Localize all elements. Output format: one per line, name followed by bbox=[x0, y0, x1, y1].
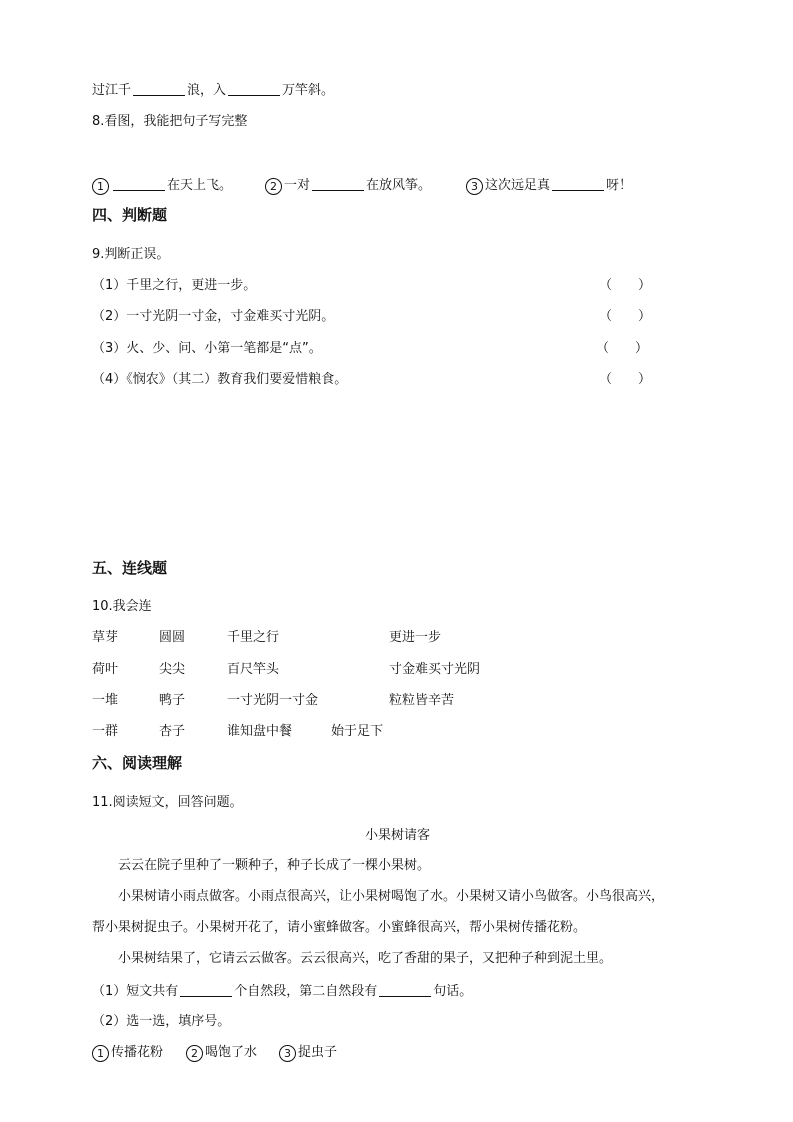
q8-title: 8.看图，我能把句子写完整 bbox=[92, 114, 248, 129]
passage-paragraph-1: 云云在院子里种了一颗种子，种子长成了一棵小果树。 bbox=[118, 858, 431, 873]
q11-option-1-text: 传播花粉 bbox=[111, 1045, 164, 1060]
poem-part2: 浪，入 bbox=[187, 83, 227, 98]
match-item[interactable]: 始于足下 bbox=[331, 724, 384, 739]
q11-option-3 bbox=[279, 1044, 337, 1062]
match-item[interactable]: 千里之行 bbox=[227, 630, 280, 645]
section-6-heading: 六、阅读理解 bbox=[92, 754, 183, 772]
q11-blank-2[interactable] bbox=[379, 983, 431, 997]
q9-answer-paren-4[interactable]: （ ） bbox=[599, 372, 652, 387]
q8-blank-1[interactable] bbox=[113, 177, 165, 191]
passage-paragraph-2a: 小果树请小雨点做客。小雨点很高兴，让小果树喝饱了水。小果树又请小鸟做客。小鸟很高兴， bbox=[118, 889, 665, 904]
q11-sub1-part-a: （1）短文共有 bbox=[92, 984, 179, 999]
poem-line bbox=[92, 82, 334, 100]
poem-part1: 过江千 bbox=[92, 83, 132, 98]
match-item[interactable]: 更进一步 bbox=[389, 630, 442, 645]
q11-option-2 bbox=[186, 1044, 257, 1062]
q8-item-1-text: 在天上飞。 bbox=[167, 178, 233, 193]
q9-item-1: （1）千里之行，更进一步。 bbox=[92, 278, 257, 293]
q11-option-2-text: 喝饱了水 bbox=[205, 1045, 258, 1060]
q8-item-2-pre: 一对 bbox=[284, 178, 311, 193]
q8-item-1 bbox=[92, 177, 232, 195]
match-item[interactable]: 百尺竿头 bbox=[227, 662, 280, 677]
match-item[interactable]: 鸭子 bbox=[159, 693, 186, 708]
match-item[interactable]: 尖尖 bbox=[159, 662, 186, 677]
q11-title: 11.阅读短文，回答问题。 bbox=[92, 795, 243, 810]
circled-number: 2 bbox=[265, 178, 282, 195]
q9-title: 9.判断正误。 bbox=[92, 247, 170, 262]
q11-sub1 bbox=[92, 983, 472, 1001]
circled-number: 1 bbox=[92, 178, 109, 195]
q11-sub2: （2）选一选，填序号。 bbox=[92, 1014, 231, 1029]
match-item[interactable]: 一堆 bbox=[92, 693, 119, 708]
q10-title: 10.我会连 bbox=[92, 599, 152, 614]
section-4-heading: 四、判断题 bbox=[92, 206, 168, 224]
circled-number: 2 bbox=[186, 1045, 203, 1062]
section-5-heading: 五、连线题 bbox=[92, 559, 168, 577]
q11-option-1 bbox=[92, 1044, 163, 1062]
q8-item-3-text: 呀！ bbox=[606, 178, 633, 193]
match-item[interactable]: 一寸光阴一寸金 bbox=[227, 693, 319, 708]
match-item[interactable]: 寸金难买寸光阴 bbox=[389, 662, 481, 677]
q8-item-3-pre: 这次远足真 bbox=[485, 178, 551, 193]
q8-blank-3[interactable] bbox=[552, 177, 604, 191]
match-item[interactable]: 荷叶 bbox=[92, 662, 119, 677]
q11-option-3-text: 捉虫子 bbox=[298, 1045, 338, 1060]
q8-item-3 bbox=[466, 177, 632, 195]
q8-item-2 bbox=[265, 177, 431, 195]
q11-sub1-part-b: 个自然段，第二自然段有 bbox=[234, 984, 378, 999]
q9-answer-paren-3[interactable]: （ ） bbox=[596, 341, 649, 356]
match-item[interactable]: 草芽 bbox=[92, 630, 119, 645]
poem-blank-1[interactable] bbox=[133, 82, 185, 96]
q9-item-3: （3）火、少、问、小第一笔都是“点”。 bbox=[92, 341, 322, 356]
q9-item-2: （2）一寸光阴一寸金，寸金难买寸光阴。 bbox=[92, 309, 335, 324]
passage-title: 小果树请客 bbox=[365, 828, 431, 843]
match-item[interactable]: 谁知盘中餐 bbox=[227, 724, 293, 739]
poem-blank-2[interactable] bbox=[228, 82, 280, 96]
q8-item-2-text: 在放风筝。 bbox=[366, 178, 432, 193]
passage-paragraph-2b: 帮小果树捉虫子。小果树开花了，请小蜜蜂做客。小蜜蜂很高兴，帮小果树传播花粉。 bbox=[92, 920, 587, 935]
q9-answer-paren-1[interactable]: （ ） bbox=[599, 278, 652, 293]
match-item[interactable]: 粒粒皆辛苦 bbox=[389, 693, 455, 708]
q9-answer-paren-2[interactable]: （ ） bbox=[599, 309, 652, 324]
q11-sub1-part-c: 句话。 bbox=[433, 984, 473, 999]
circled-number: 3 bbox=[279, 1045, 296, 1062]
poem-part3: 万竿斜。 bbox=[282, 83, 335, 98]
match-item[interactable]: 杏子 bbox=[159, 724, 186, 739]
q11-blank-1[interactable] bbox=[180, 983, 232, 997]
q8-blank-2[interactable] bbox=[312, 177, 364, 191]
circled-number: 3 bbox=[466, 178, 483, 195]
q9-item-4: （4）《悯农》（其二）教育我们要爱惜粮食。 bbox=[92, 372, 348, 387]
match-item[interactable]: 圆圆 bbox=[159, 630, 186, 645]
match-item[interactable]: 一群 bbox=[92, 724, 119, 739]
circled-number: 1 bbox=[92, 1045, 109, 1062]
passage-paragraph-3: 小果树结果了，它请云云做客。云云很高兴，吃了香甜的果子，又把种子种到泥土里。 bbox=[118, 951, 613, 966]
